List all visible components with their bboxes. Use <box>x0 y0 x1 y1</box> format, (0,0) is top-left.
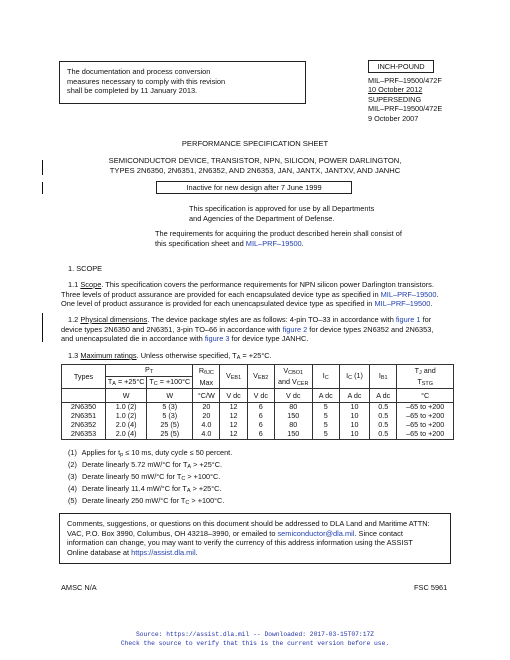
doc-date: 10 October 2012 <box>368 85 423 95</box>
unit-cell: V dc <box>247 389 274 403</box>
old-doc-number: MIL–PRF–19500/472E <box>368 104 443 114</box>
document-number-block <box>368 76 442 123</box>
superseding-label: SUPERSEDING <box>368 94 422 104</box>
maximum-ratings-table <box>61 364 454 440</box>
table-note: (2) Derate linearly 5.72 mW/°C for $T_A > +25^\circ C$. <box>68 460 223 470</box>
table-row: 2N6350 1.0 (2) 5 (3) 20 12 6 80 5 10 0.5 –65 to +200 <box>62 403 454 412</box>
table-row: 2N6353 2.0 (4) 25 (5) 4.0 12 6 150 5 10 0.5 –65 to +200 <box>62 430 454 440</box>
header-ic-pulsed: $I_C$ (1) <box>339 365 369 389</box>
paragraph-1-2: 1.2 Physical dimensions. The device package styles are as follows: 4-pin TO–33 in accordance with figure 1 for device types 2N6350 and 2N6351, 3-pin TO–66 in accordance with figure 2 for device types 2N6352 and 2N6353, and unencapsulated die in accordance with figure 3 for device type JANHC. <box>61 315 434 344</box>
unit-cell: W <box>147 389 193 403</box>
unit-cell: A dc <box>312 389 339 403</box>
email-link[interactable]: semiconductor@dla.mil <box>277 528 355 538</box>
comments-box: Comments, suggestions, or questions on this document should be addressed to DLA Land and Maritime ATTN: VAC, P.O. Box 3990, Columbus, OH 43218–3990, or emailed to semiconductor@dla.mil. Since contact information can change, you may want to verify the currency of this address information using the ASSIST Online database at https://assist.dla.mil. <box>59 513 451 564</box>
table-note: (3) Derate linearly 50 mW/°C for $T_C > +100^\circ C$. <box>68 472 221 482</box>
sheet-title: PERFORMANCE SPECIFICATION SHEET <box>181 139 329 148</box>
header-veb1: $V_{EB1}$ <box>220 365 247 389</box>
mil-prf-19500-link[interactable]: MIL–PRF–19500 <box>380 289 437 299</box>
header-veb2: $V_{EB2}$ <box>247 365 274 389</box>
inch-pound-badge: INCH-POUND <box>368 60 434 73</box>
header-ic: $I_C$ <box>312 365 339 389</box>
device-title-line-2: TYPES 2N6350, 2N6351, 2N6352, AND 2N6353, JAN, JANTX, JANTXV, AND JANHC <box>109 166 401 175</box>
unit-cell: A dc <box>339 389 369 403</box>
table-note: (1) Applies for $t_p \le 10$ ms, duty cycle ≤ 50 percent. <box>68 448 233 458</box>
header-ib1: $I_{B1}$ <box>370 365 397 389</box>
header-tj-tstg: $T_J$ and $T_{STG}$ <box>397 365 454 389</box>
change-bar <box>42 313 43 342</box>
approval-statement: This specification is approved for use by all Departments and Agencies of the Department of Defense. <box>189 204 375 223</box>
unit-cell: °C <box>397 389 454 403</box>
unit-cell: V dc <box>220 389 247 403</box>
table-note: (5) Derate linearly 250 mW/°C for $T_C > +100^\circ C$. <box>68 496 225 506</box>
verify-line: Check the source to verify that this is the current version before use. <box>120 640 390 647</box>
scope-title: Scope <box>80 280 102 289</box>
notice-box <box>59 61 306 104</box>
doc-number: MIL–PRF–19500/472F <box>368 76 442 85</box>
header-rthjc: $R_{\theta JC}$ Max <box>193 365 220 389</box>
device-title-line-1: SEMICONDUCTOR DEVICE, TRANSISTOR, NPN, SILICON, POWER DARLINGTON, <box>108 156 402 165</box>
notice-line-1: The documentation and process conversion <box>67 67 211 76</box>
table-row: 2N6352 2.0 (4) 25 (5) 4.0 12 6 80 5 10 0.5 –65 to +200 <box>62 421 454 430</box>
paragraph-1-3: 1.3 Maximum ratings. Unless otherwise specified, $T_A = +25^\circ C$. <box>68 351 272 361</box>
amsc-label: AMSC N/A <box>61 583 97 592</box>
change-bar <box>42 182 43 194</box>
figure-3-link[interactable]: figure 3 <box>204 334 230 344</box>
unit-cell: V dc <box>274 389 312 403</box>
inactive-notice: Inactive for new design after 7 June 1999 <box>156 181 352 194</box>
table-units-row <box>62 389 454 403</box>
table-row: 2N6351 1.0 (2) 5 (3) 20 12 6 150 5 10 0.5 –65 to +200 <box>62 412 454 421</box>
unit-cell: A dc <box>370 389 397 403</box>
notice-line-3: shall be completed by 11 January 2013. <box>67 86 198 96</box>
header-types: Types <box>62 365 106 389</box>
table-note: (4) Derate linearly 11.4 mW/°C for $T_A > +25^\circ C$. <box>68 484 222 494</box>
scope-heading: 1. SCOPE <box>68 264 103 273</box>
notice-line-2: measures necessary to comply with this revision <box>67 76 226 86</box>
mil-prf-19500-link[interactable]: MIL–PRF–19500 <box>245 238 302 248</box>
maximum-ratings-title: Maximum ratings <box>80 351 137 360</box>
mil-prf-19500-link[interactable]: MIL–PRF–19500 <box>374 299 431 309</box>
source-line: Source: https://assist.dla.mil -- Downloaded: 2017-03-15T07:17Z <box>135 631 375 638</box>
header-pt: $P_T$ <box>105 365 192 377</box>
old-doc-date: 9 October 2007 <box>368 113 419 123</box>
requirements-statement: The requirements for acquiring the product described herein shall consist of this specification sheet and MIL–PRF–19500. <box>155 229 402 248</box>
table-header-row <box>62 365 454 377</box>
header-vcbo: $V_{CBO1}$ and $V_{CER}$ <box>274 365 312 389</box>
unit-cell: °C/W <box>193 389 220 403</box>
header-pt-tc: $T_C = +100^\circ C$ <box>147 377 193 389</box>
figure-1-link[interactable]: figure 1 <box>395 315 421 324</box>
physical-dimensions-title: Physical dimensions <box>80 315 148 324</box>
unit-cell: W <box>105 389 146 403</box>
header-pt-ta: $T_A = +25^\circ C$ <box>105 377 146 389</box>
assist-link[interactable]: https://assist.dla.mil <box>131 547 196 557</box>
fsc-label: FSC 5961 <box>414 583 448 592</box>
figure-2-link[interactable]: figure 2 <box>282 324 308 334</box>
paragraph-1-1: 1.1 Scope. This specification covers the performance requirements for NPN silicon power Darlington transistors. Three levels of product assurance are provided for each encapsulated device type as specified in MIL–PRF–19500. One level of product assurance is provided for each unencapsulated device type as specified in MIL–PRF–19500. <box>61 280 439 309</box>
